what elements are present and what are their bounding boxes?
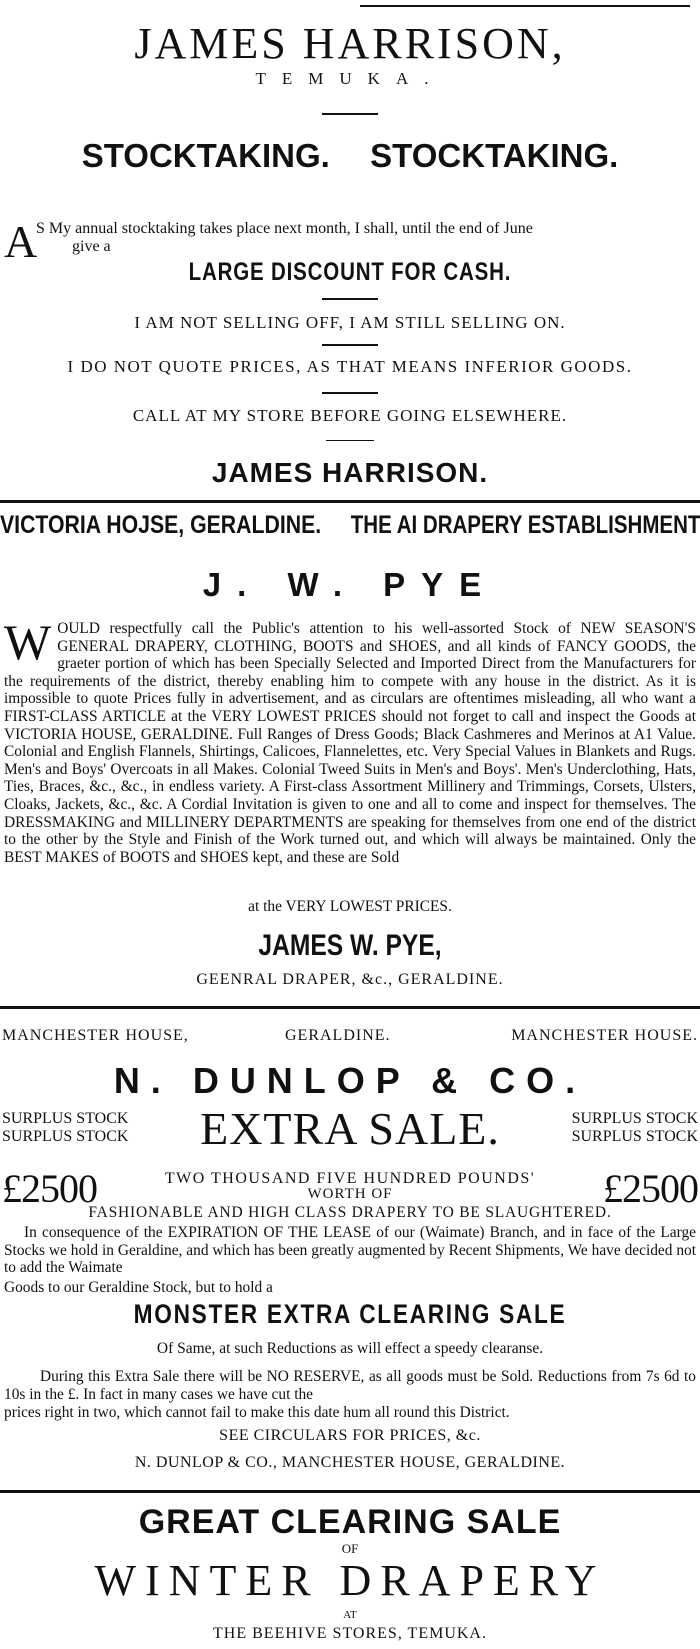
- surplus-right-1: SURPLUS STOCK: [571, 1110, 698, 1127]
- pye-title: J. W. PYE: [202, 566, 498, 603]
- divider: [322, 392, 378, 394]
- beehive-store: THE BEEHIVE STORES, TEMUKA.: [213, 1625, 487, 1642]
- extra-sale: EXTRA SALE.: [200, 1103, 500, 1154]
- not-selling-off: I AM NOT SELLING OFF, I AM STILL SELLING ON.: [134, 313, 566, 332]
- pye-banner-left: VICTORIA HOJSE, GERALDINE.: [0, 511, 322, 539]
- intro-dropcap: A: [4, 216, 38, 267]
- dunlop-body-2: [4, 1368, 696, 1403]
- no-quote-prices: I DO NOT QUOTE PRICES, AS THAT MEANS INFERIOR GOODS.: [67, 357, 633, 376]
- pounds-line-1: TWO THOUSAND FIVE HUNDRED POUNDS': [164, 1170, 536, 1187]
- divider: [322, 298, 378, 300]
- section-rule: [0, 500, 700, 503]
- stocktaking-right: STOCKTAKING.: [370, 137, 619, 174]
- section-rule: [0, 1006, 700, 1009]
- pye-body-text: OULD respectfully call the Public's attention to his well-assorted Stock of NEW SEASON'S GENERAL DRAPERY, CLOTHING, BOOTS and SHOES, and all kinds of FANCY GOODS, the graeter portion of which has been Specially Selected and Imported Direct from the Manufacturers for the requirements of the district, thereby enabling him to compete with any house in the district. As it is impossible to quote Prices fully in advertisement, and as circulars are oftentimes misleading, all who want a FIRST-CLASS ARTICLE at the VERY LOWEST PRICES should not forget to call and inspect the Goods at VICTORIA HOUSE, GERALDINE. Full Ranges of Dress Goods; Black Cashmeres and Merinos at A1 Value. Colonial and English Flannels, Shirtings, Calicoes, Flannelettes, etc. Very Special Values in Blankets and Rugs. Men's and Boys' Overcoats in all Makes. Colonial Tweed Suits in Men's and Boys'. Men's Underclothing, Hats, Ties, Braces, &c., &c., in endless variety. A First-class Assortment Millinery and Trimmings, Corsets, Ulsters, Cloaks, Jackets, &c., &c. A Cordial Invitation is given to one and all to come and inspect for themselves. The DRESSMAKING and MILLINERY DEPARTMENTS are speaking for themselves from one end of the district to the other by the Style and Finish of the Work turned out, and which will always be maintained. Only the BEST MAKES of BOOTS and SHOES kept, and these are Sold: [4, 620, 696, 866]
- harrison-name: JAMES HARRISON,: [134, 19, 566, 68]
- dunlop-top-center: GERALDINE.: [285, 1027, 391, 1044]
- pye-signature: JAMES W. PYE,: [258, 929, 442, 962]
- amount-left: £2500: [2, 1166, 97, 1211]
- beehive-at: AT: [343, 1609, 357, 1621]
- surplus-right: [536, 1110, 698, 1146]
- pye-subtitle: GEENRAL DRAPER, &c., GERALDINE.: [196, 971, 504, 988]
- dunlop-signature: N. DUNLOP & CO., MANCHESTER HOUSE, GERALDINE.: [134, 1454, 566, 1471]
- dunlop-body-1-text: In consequence of the EXPIRATION OF THE LEASE of our (Waimate) Branch, and in face of the Large Stocks we hold in Geraldine, and which has been greatly augmented by Recent Shipments, We have decided not to add the Waimate: [4, 1224, 696, 1277]
- surplus-right-2: SURPLUS STOCK: [571, 1128, 698, 1145]
- fashionable-line: FASHIONABLE AND HIGH CLASS DRAPERY TO BE SLAUGHTERED.: [88, 1204, 612, 1221]
- pye-body-end: at the VERY LOWEST PRICES.: [248, 898, 452, 915]
- surplus-left: [2, 1110, 172, 1146]
- divider: [322, 344, 378, 346]
- dunlop-top-right: MANCHESTER HOUSE.: [511, 1027, 698, 1044]
- divider: [322, 113, 378, 115]
- great-clearing-sale: GREAT CLEARING SALE: [138, 1503, 562, 1541]
- surplus-left-2: SURPLUS STOCK: [2, 1128, 129, 1145]
- intro-line-1: S My annual stocktaking takes place next month, I shall, until the end of June: [36, 220, 533, 237]
- winter-drapery: WINTER DRAPERY: [94, 1556, 606, 1605]
- stocktaking-headline: [0, 136, 700, 176]
- amount-right: £2500: [603, 1166, 698, 1211]
- top-rule: [360, 5, 690, 7]
- surplus-left-1: SURPLUS STOCK: [2, 1110, 129, 1127]
- dunlop-title: N. DUNLOP & CO.: [113, 1060, 587, 1101]
- dunlop-body-2-text: During this Extra Sale there will be NO RESERVE, as all goods must be Sold. Reductions from 7s 6d to 10s in the £. In fact in many cases we have cut the: [4, 1368, 696, 1403]
- dunlop-body-1-end: Goods to our Geraldine Stock, but to hold a: [4, 1279, 273, 1296]
- intro-line-2: give a: [72, 238, 111, 255]
- monster-sale: MONSTER EXTRA CLEARING SALE: [133, 1299, 567, 1329]
- of-same-line: Of Same, at such Reductions as will effect a speedy clearanse.: [156, 1340, 544, 1357]
- divider: [326, 440, 374, 441]
- harrison-intro: [4, 216, 696, 267]
- beehive-of: OF: [341, 1541, 359, 1556]
- pounds-line-2: WORTH OF: [307, 1186, 393, 1202]
- dunlop-top-left: MANCHESTER HOUSE,: [2, 1027, 189, 1044]
- call-at-store: CALL AT MY STORE BEFORE GOING ELSEWHERE.: [132, 406, 568, 425]
- pye-banner-right: THE AI DRAPERY ESTABLISHMENT: [350, 511, 700, 539]
- see-circulars: SEE CIRCULARS FOR PRICES, &c.: [219, 1427, 481, 1444]
- harrison-signature: JAMES HARRISON.: [211, 457, 489, 488]
- stocktaking-left: STOCKTAKING.: [81, 137, 330, 174]
- pye-body: [4, 614, 696, 866]
- dunlop-body-1: [4, 1224, 696, 1277]
- dunlop-body-2-end: prices right in two, which cannot fail to make this date hum all round this District.: [4, 1404, 510, 1421]
- section-rule: [0, 1490, 700, 1493]
- large-discount: LARGE DISCOUNT FOR CASH.: [188, 258, 512, 286]
- harrison-town: TEMUKA.: [255, 69, 445, 88]
- pye-dropcap: W: [4, 614, 52, 670]
